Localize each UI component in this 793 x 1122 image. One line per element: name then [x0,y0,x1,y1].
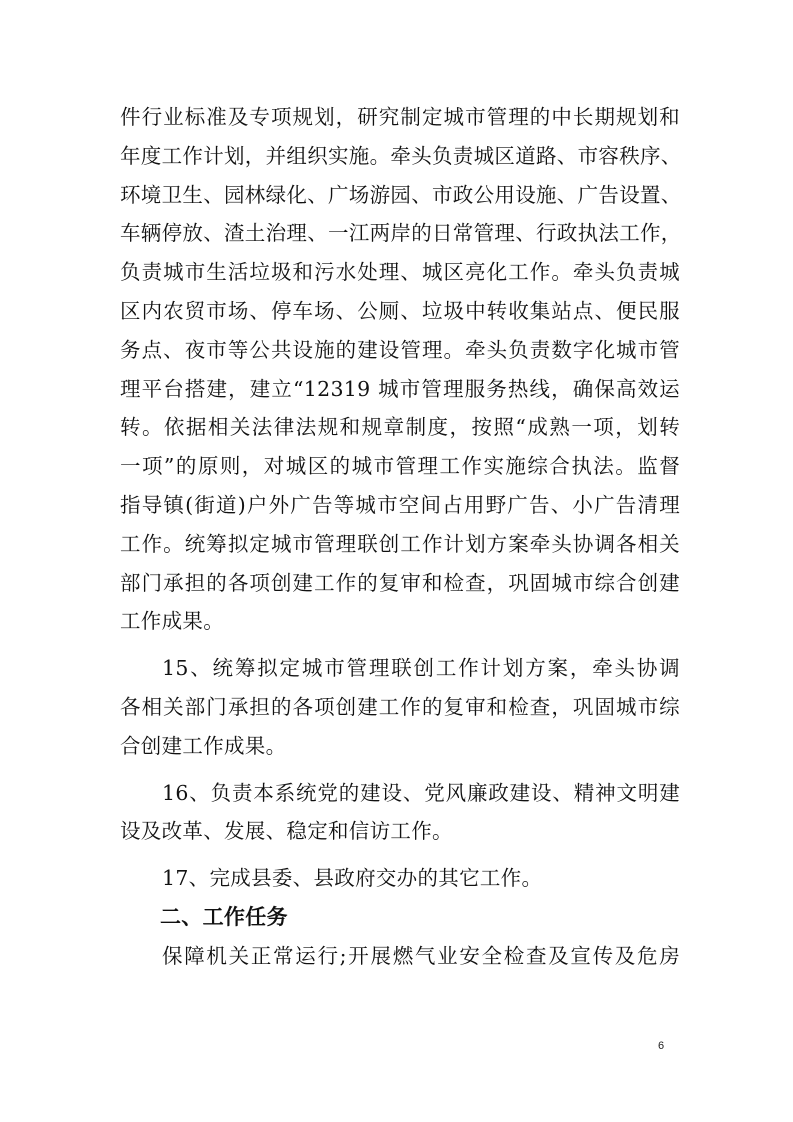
text-line: 合创建工作成果。 [120,733,287,758]
text-line: 各相关部门承担的各项创建工作的复审和检查，巩固城市综 [120,694,680,719]
section-heading: 二、工作任务 [160,904,288,929]
text-line: 15、统筹拟定城市管理联创工作计划方案，牵头协调 [162,656,680,681]
text-line: 一项”的原则，对城区的城市管理工作实施综合执法。监督 [120,454,680,479]
text-line: 保障机关正常运行;开展燃气业安全检查及宣传及危房 [162,943,680,968]
text-line: 工作成果。 [120,609,224,634]
text-line: 区内农贸市场、停车场、公厕、垃圾中转收集站点、便民服 [120,298,680,323]
text-line: 环境卫生、园林绿化、广场游园、市政公用设施、广告设置、 [120,182,682,207]
text-line: 部门承担的各项创建工作的复审和检查，巩固城市综合创建 [120,570,680,595]
text-line: 务点、夜市等公共设施的建设管理。牵头负责数字化城市管 [120,337,680,362]
paragraph-duties-continuation [120,98,680,641]
page-number: 6 [658,1040,665,1052]
list-item-16 [120,774,680,852]
text-line: 转。依据相关法律法规和规章制度，按照“成熟一项，划转 [120,415,680,440]
list-item-15 [120,649,680,765]
text-line: 17、完成县委、县政府交办的其它工作。 [162,866,543,891]
section-paragraph [120,937,680,976]
text-line: 车辆停放、渣土治理、一江两岸的日常管理、行政执法工作， [120,221,682,246]
text-line: 工作。统筹拟定城市管理联创工作计划方案牵头协调各相关 [120,531,680,556]
text-line: 负责城市生活垃圾和污水处理、城区亮化工作。牵头负责城 [120,260,680,285]
text-line: 理平台搭建，建立“12319 城市管理服务热线，确保高效运 [120,376,680,401]
text-line: 年度工作计划，并组织实施。牵头负责城区道路、市容秩序、 [120,143,682,168]
document-body [120,98,680,976]
text-line: 16、负责本系统党的建设、党风廉政建设、精神文明建 [162,780,680,805]
text-line: 件行业标准及专项规划，研究制定城市管理的中长期规划和 [120,105,680,129]
list-item-17 [120,859,680,898]
text-line: 指导镇(街道)户外广告等城市空间占用野广告、小广告清理 [120,492,680,517]
text-line: 设及改革、发展、稳定和信访工作。 [120,819,453,844]
